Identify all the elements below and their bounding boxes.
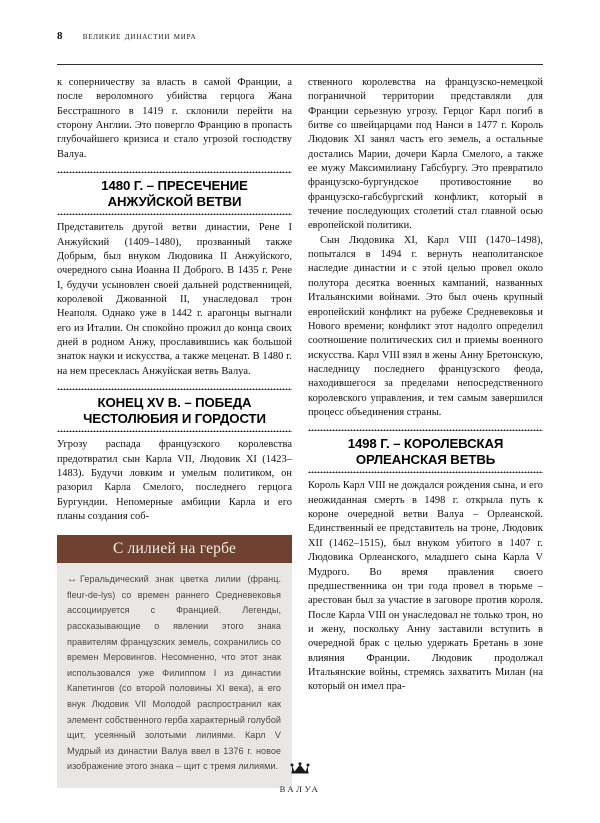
section-title-line-2: АНЖУЙСКОЙ ВЕТВИ [107,193,242,209]
section-heading-konec-xv [57,388,292,432]
section-title-line-2: ОРЛЕАНСКАЯ ВЕТВЬ [355,451,496,467]
section-title-text [57,390,292,430]
section-title-line-2: ЧЕСТОЛЮБИЯ И ГОРДОСТИ [83,410,266,426]
right-column [308,76,543,788]
dotted-rule-top [308,429,543,431]
section-2-paragraph: Угрозу распада французского королевства предотвратил сын Карла VII, Людовик XI (1423–1483). Будучи ловким и умелым политиком, он разорил Карла Смелого, последнего герцога Бургундии. Непомерные амбиции Карла и его планы создания соб- [57,439,292,522]
section-3-paragraph: Король Карл VIII не дождался рождения сына, и его неожиданная смерть в 1498 г. открыла путь к короне очередной ветви Валуа – Орлеанской. Единственный ее представитель на троне, Людовик XII (1462–1515), был внуком убитого в 1407 г. Людовика Орлеанского, младшего сына Карла V Мудрого. Во время правления своего предшественника он три года провел в тюрьме – арестован был за участие в заговоре против короля. После Карла VIII он унаследовал не только трон, но и жену, поскольку Анну заставили вступить в очередной брак с целью удержать Бретань в зоне влияния Франции. Людовик продолжал Итальянские войны, стремясь захватить Милан (на который он имел пра- [308,480,543,693]
section-title-text [57,173,292,213]
dotted-rule-bottom [308,471,543,473]
section-heading-1498 [308,429,543,473]
section-heading-1480 [57,171,292,215]
sidebar-box-paragraph [67,572,281,775]
continued-paragraph: ственного королевства на французско-немецкой пограничной территории представляли для Франции серьезную угрозу. Герцог Карл погиб в битве со швейцарцами под Нанси в 1477 г. Король Людовик XI занял часть его земель, а остальные достались Марии, дочери Карла Смелого, а также ее мужу Максимилиану Габсбургу. Это превратило французско-бургундское противостояние во французско-габсбургский конфликт, который в течение последующих столетий стал главной осью европейской политики. [308,77,543,232]
section-title-line-1: 1498 Г. – КОРОЛЕВСКАЯ [347,436,504,452]
running-head [57,30,543,42]
section-title-text [308,431,543,471]
sidebar-box-lily [57,535,292,788]
sidebar-box-title: С лилией на гербе [112,540,237,558]
dotted-rule-bottom [57,213,292,215]
dynasty-name: ВАЛУА [279,784,321,794]
crown-icon [289,762,311,775]
paragraph-charles-viii: Сын Людовика XI, Карл VIII (1470–1498), попытался в 1494 г. вернуть неаполитанское наследие династии и с этой целью провел около полутора десятка военных кампаний, названных Итальянскими войнами. Это был очень крупный европейский конфликт на рубеже Средневековья и Нового времени; конфликт этот надолго определил соотношение политических сил и приемы военного искусства. Карл VIII взял в жены Анну Бретонскую, наследницу последнего французского феода, находившегося за пределами непосредственного королевского управления, и тем самым завершился процесс объединения страны. [308,234,543,418]
sidebar-box-text: Геральдический знак цветка лилии (франц. fleur-de-lys) со времен раннего Средневековья ассоциируется с Францией. Легенды, рассказывающие о явлении этого знака правителям французских земель, сохранились со времен Меровингов. Несомненно, что этот знак использовался уже Филиппом I из династии Капетингов (со второй половины XI века), а его внук Людовик VII Молодой распространил как элемент собственного герба характерный голубой щит, усеянный золотыми лилиями. Карл V Мудрый из династии Валуа ввел в 1376 г. новое изображение этого знака – щит с тремя лилиями. [67,574,281,772]
double-arrow-bullet-icon: ↔ [67,574,76,586]
dotted-rule-bottom [57,430,292,432]
left-column [57,76,292,788]
sidebar-box-body [57,563,292,788]
section-title-line-1: КОНЕЦ XV В. – ПОБЕДА [97,395,252,411]
section-title-line-1: 1480 Г. – ПРЕСЕЧЕНИЕ [101,178,248,194]
dotted-rule-top [57,171,292,173]
two-column-layout [57,76,543,788]
intro-paragraph: к соперничеству за власть в самой Франции, а после вероломного убийства герцога Жана Бесстрашного в 1419 г. склонили перейти на сторону Англии. Это повергло Францию в пропасть глубочайшего кризиса и стало угрозой господству Валуа. [57,77,292,160]
dotted-rule-top [57,388,292,390]
book-title: великие династии мира [82,31,197,42]
header-divider [57,64,543,65]
page-number: 8 [57,30,63,42]
footer-mark [0,762,600,797]
sidebar-box-header [57,535,292,563]
section-1-paragraph: Представитель другой ветви династии, Рене I Анжуйский (1409–1480), прозванный также Добрым, был внуком Людовика II Анжуйского, очередного сына Иоанна II Доброго. В 1435 г. Рене I, будучи усыновлен своей дальней родственницей, королевой Джованной II, унаследовал трон Неаполя. Однако уже в 1442 г. арагонцы выгнали его из Италии. Он спокойно прожил до конца своих дней в родном Анжу, прославившись как большой знаток науки и искусства, а также меценат. В 1480 г. на нем пресеклась Анжуйская ветвь Валуа. [57,222,292,377]
